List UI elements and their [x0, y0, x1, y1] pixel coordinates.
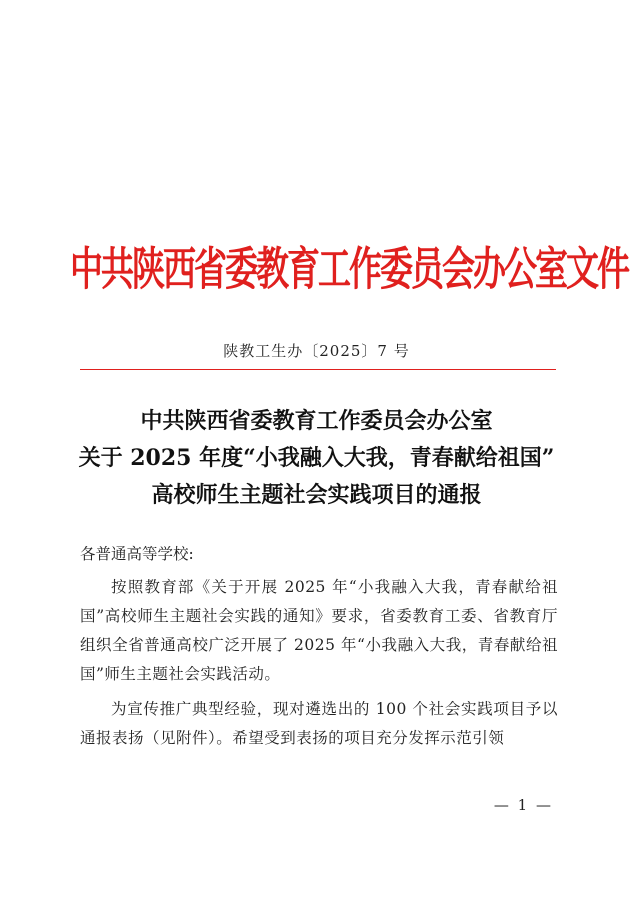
page-number: — 1 —: [493, 796, 553, 814]
document-number: 陕教工生办〔2025〕7 号: [223, 342, 410, 360]
document-title: [60, 403, 573, 514]
body-paragraph-2: 为宣传推广典型经验，现对遴选出的 100 个社会实践项目予以通报表扬（见附件）。希望受到表扬的项目充分发挥示范引领: [80, 700, 558, 747]
title-line-3: 高校师生主题社会实践项目的通报: [151, 482, 482, 508]
document-body: [80, 540, 558, 759]
red-divider-line: [80, 369, 556, 370]
title-line-1: 中共陕西省委教育工作委员会办公室: [140, 408, 493, 434]
masthead-title: 中共陕西省委教育工作委员会办公室文件: [70, 241, 628, 296]
salutation: 各普通高等学校:: [80, 545, 194, 563]
body-paragraph-1: 按照教育部《关于开展 2025 年“小我融入大我，青春献给祖国”高校师生主题社会实践的通知》要求，省委教育工委、省教育厅组织全省普通高校广泛开展了 2025 年“小我融入大我，青春献给祖国”师生主题社会实践活动。: [80, 578, 558, 683]
title-line-2: 关于 2025 年度“小我融入大我，青春献给祖国”: [78, 445, 555, 471]
